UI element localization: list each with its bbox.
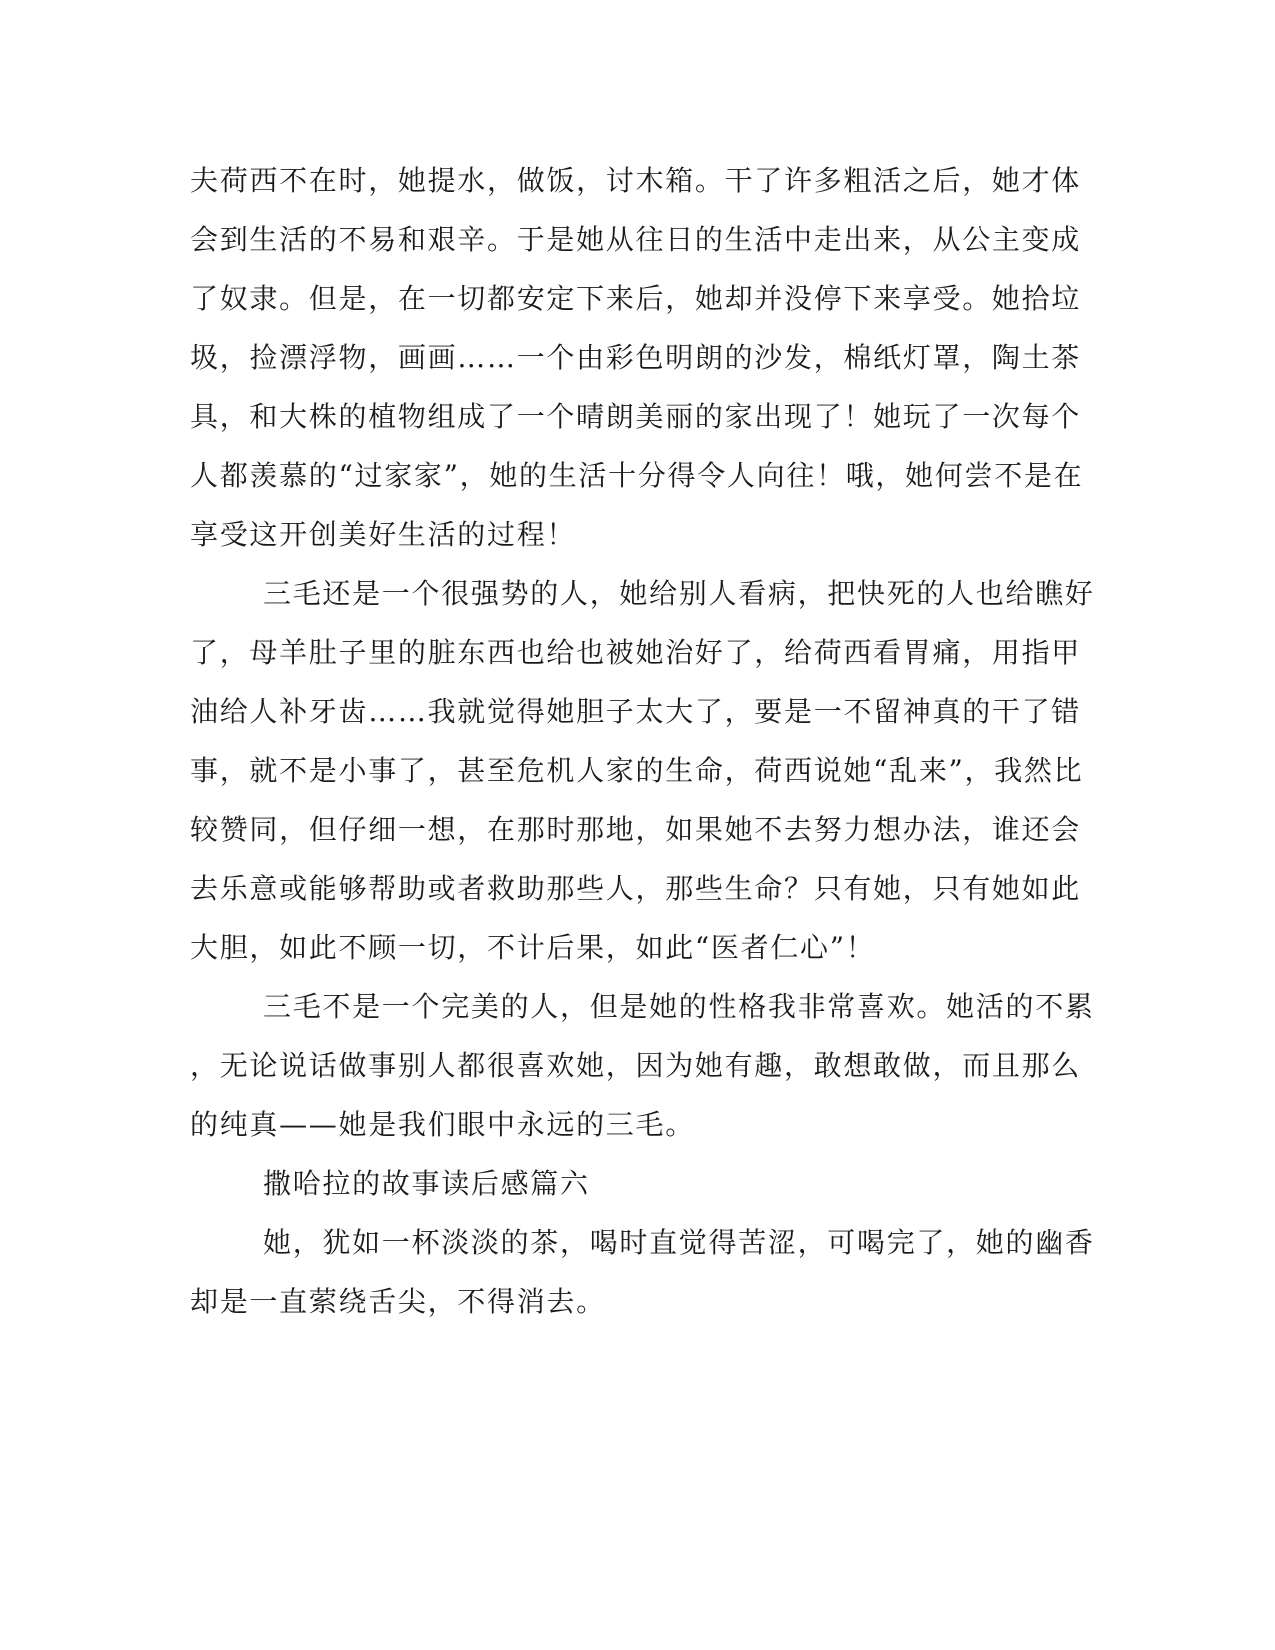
section-heading: 撒哈拉的故事读后感篇六 [263, 1167, 590, 1200]
text-line: 享受这开创美好生活的过程！ [190, 518, 577, 551]
text-line: 圾，捡漂浮物，画画……一个由彩色明朗的沙发，棉纸灯罩，陶土茶 [190, 341, 1082, 374]
text-line: 了奴隶。但是，在一切都安定下来后，她却并没停下来享受。她拾垃 [190, 282, 1082, 315]
text-line: 油给人补牙齿……我就觉得她胆子太大了，要是一不留神真的干了错 [190, 695, 1082, 728]
text-line: 大胆，如此不顾一切，不计后果，如此“医者仁心”！ [190, 931, 876, 964]
text-line: 去乐意或能够帮助或者救助那些人，那些生命？只有她，只有她如此 [190, 872, 1082, 905]
paragraph-first-line: 三毛不是一个完美的人，但是她的性格我非常喜欢。她活的不累 [263, 990, 1095, 1023]
text-line: 却是一直萦绕舌尖，不得消去。 [190, 1285, 606, 1318]
paragraph-first-line: 她，犹如一杯淡淡的茶，喝时直觉得苦涩，可喝完了，她的幽香 [263, 1226, 1095, 1259]
text-line: 夫荷西不在时，她提水，做饭，讨木箱。干了许多粗活之后，她才体 [190, 164, 1082, 197]
text-line: 了，母羊肚子里的脏东西也给也被她治好了，给荷西看胃痛，用指甲 [190, 636, 1082, 669]
text-line: 的纯真——她是我们眼中永远的三毛。 [190, 1108, 695, 1141]
text-line: 事，就不是小事了，甚至危机人家的生命，荷西说她“乱来”，我然比 [190, 754, 1084, 787]
text-line: 人都羡慕的“过家家”，她的生活十分得令人向往！哦，她何尝不是在 [190, 459, 1084, 492]
text-line: 会到生活的不易和艰辛。于是她从往日的生活中走出来，从公主变成 [190, 223, 1082, 256]
text-line: 较赞同，但仔细一想，在那时那地，如果她不去努力想办法，谁还会 [190, 813, 1082, 846]
paragraph-first-line: 三毛还是一个很强势的人，她给别人看病，把快死的人也给瞧好 [263, 577, 1095, 610]
text-line: ，无论说话做事别人都很喜欢她，因为她有趣，敢想敢做，而且那么 [190, 1049, 1082, 1082]
text-line: 具，和大株的植物组成了一个晴朗美丽的家出现了！她玩了一次每个 [190, 400, 1082, 433]
